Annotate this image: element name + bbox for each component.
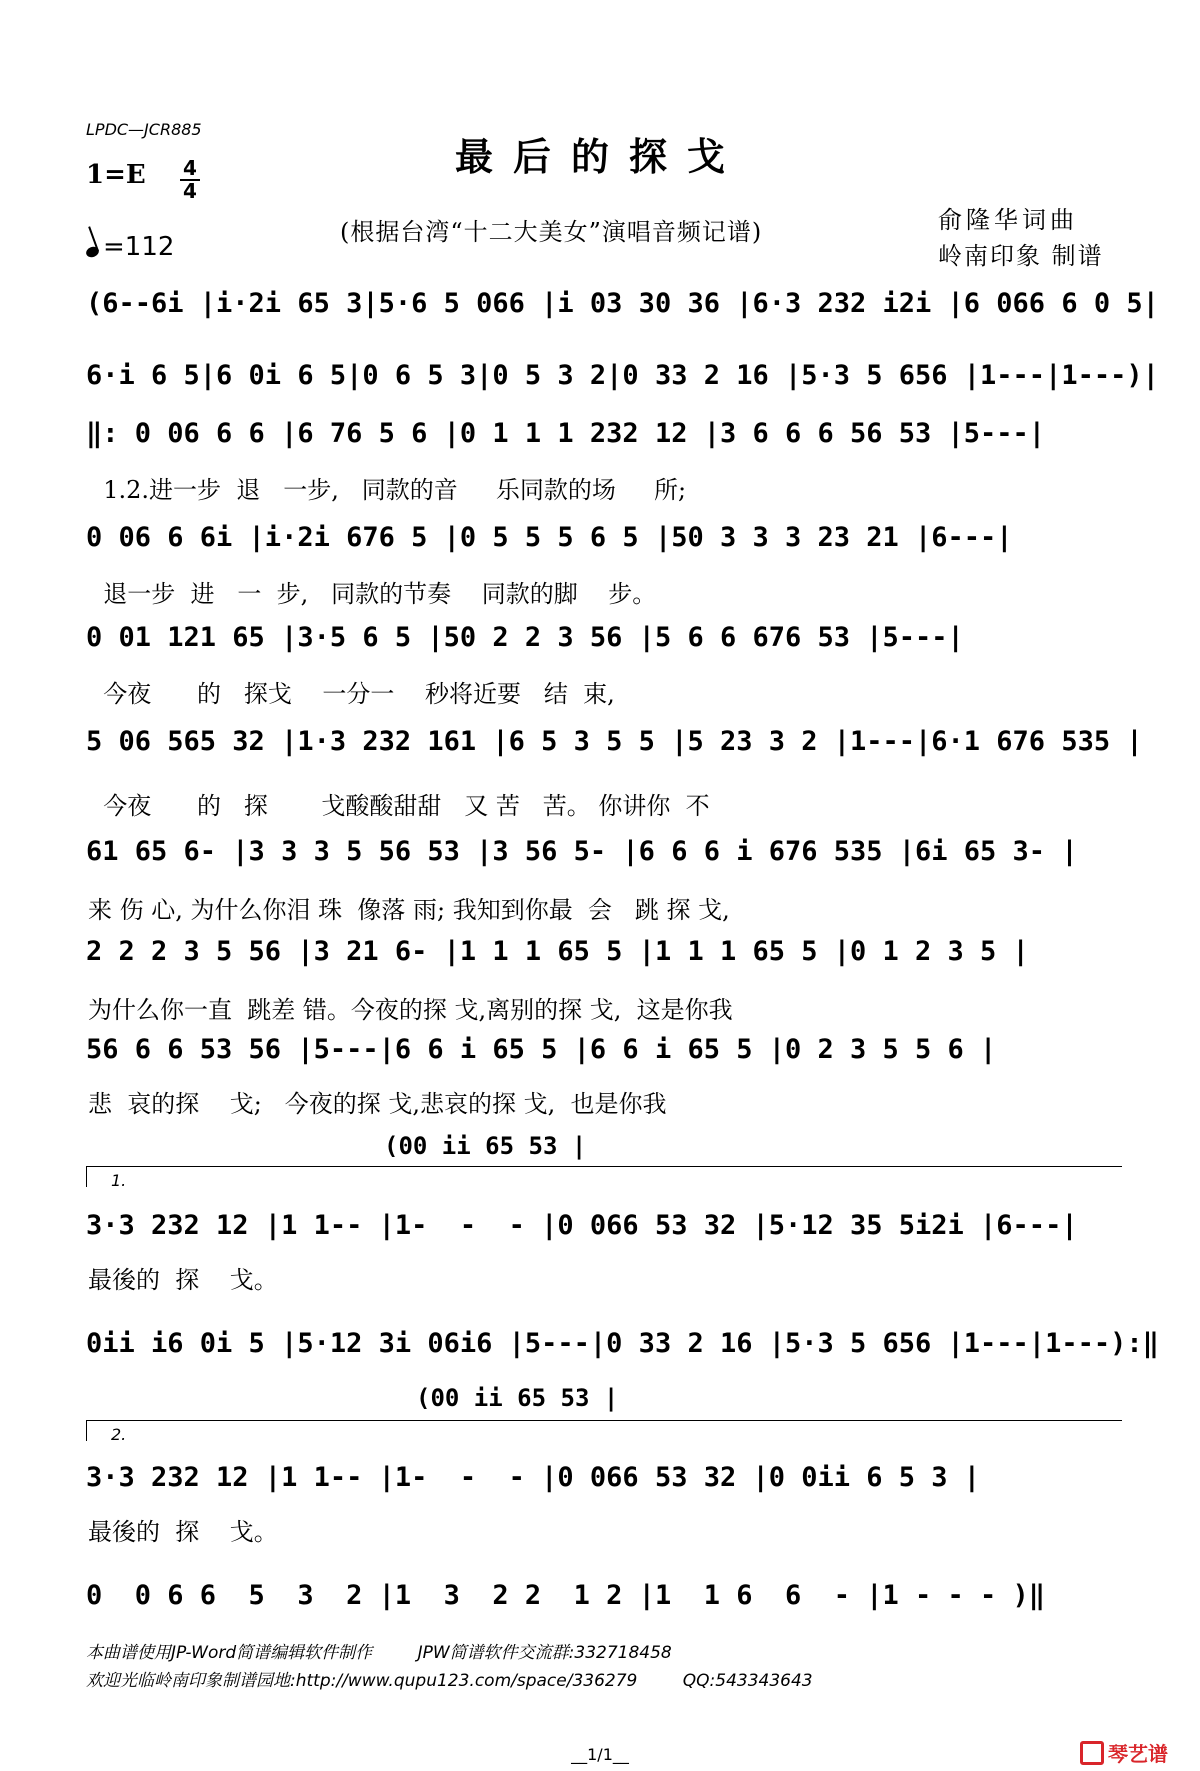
score-row-8: 2 2 2 3 5 56 |3 21 6- |1 1 1 65 5 |1 1 1 65 5 |0 1 2 3 5 | [86,936,1029,967]
lyric-row-11: 最後的 探 戈。 [88,1266,278,1294]
score-row-6: 5 06 565 32 |1·3 232 161 |6 5 3 5 5 |5 23 3 2 |1---|6·1 676 535 | [86,726,1143,757]
footer-group-note: JPW简谱软件交流群:332718458 [417,1643,672,1663]
time-signature [178,158,202,202]
score-row-4: 0 06 6 6i |i·2i 676 5 |0 5 5 5 6 5 |50 3 3 3 23 21 |6---| [86,522,1013,553]
credit-transcriber: 岭南印象 制谱 [938,242,1104,270]
lyric-row-4: 退一步 进 一 步, 同款的节奏 同款的脚 步。 [88,580,657,608]
footer-website-note: 欢迎光临岭南印象制谱园地:http://www.qupu123.com/space/336279 [86,1671,638,1691]
score-code: LPDC—JCR885 [86,120,202,139]
lyric-row-6: 今夜 的 探 戈酸酸甜甜 又 苦 苦。 你讲你 不 [88,792,710,820]
page-number: __1/1__ [571,1745,629,1764]
lyric-row-5: 今夜 的 探戈 一分一 秒将近要 结 束, [88,680,615,708]
score-row-1: (6--6i |i·2i 65 3|5·6 5 066 |i 03 30 36 |6·3 232 i2i |6 066 6 0 5| [86,288,1159,319]
footer-line-1 [86,1638,672,1663]
score-row-9: 56 6 6 53 56 |5---|6 6 i 65 5 |6 6 i 65 5 |0 2 3 5 5 6 | [86,1034,997,1065]
score-row-5: 0 01 121 65 |3·5 6 5 |50 2 2 3 56 |5 6 6 676 53 |5---| [86,622,964,653]
time-bottom: 4 [183,179,197,203]
logo-text: 琴艺谱 [1108,1742,1168,1766]
score-row-15: 0 0 6 6 5 3 2 |1 3 2 2 1 2 |1 1 6 6 - |1 - - - )‖ [86,1580,1046,1611]
first-ending-bracket [86,1166,1122,1190]
tempo-value: =112 [103,232,175,262]
first-ending-label: 1. [111,1171,127,1190]
time-top: 4 [183,156,197,180]
lyric-row-14: 最後的 探 戈。 [88,1518,278,1546]
score-row-13: (00 ii 65 53 | [416,1384,619,1412]
score-row-11: 3·3 232 12 |1 1-- |1- - - |0 066 53 32 |5·12 35 5i2i |6---| [86,1210,1078,1241]
second-ending-bracket [86,1420,1122,1444]
score-row-14: 3·3 232 12 |1 1-- |1- - - |0 066 53 32 |0 0ii 6 5 3 | [86,1462,981,1493]
site-logo [1080,1738,1168,1767]
subtitle: (根据台湾“十二大美女”演唱音频记谱) [340,218,763,246]
song-title: 最后的探戈 [454,134,745,179]
credit-lyrics-music: 俞隆华词曲 [938,206,1078,234]
quarter-note-icon [85,245,101,259]
footer-software-note: 本曲谱使用JP-Word简谱编辑软件制作 [86,1643,373,1663]
footer-qq-note: QQ:543343643 [682,1671,813,1691]
score-row-10: (00 ii 65 53 | [384,1132,587,1160]
lyric-row-8: 为什么你一直 跳差 错。今夜的探 戈,离别的探 戈, 这是你我 [88,996,733,1024]
lyric-row-7: 来 伤 心, 为什么你泪 珠 像落 雨; 我知到你最 会 跳 探 戈, [88,896,730,924]
lyric-row-9: 悲 哀的探 戈; 今夜的探 戈,悲哀的探 戈, 也是你我 [88,1090,667,1118]
tempo-marking [86,232,174,262]
footer-line-2 [86,1666,813,1691]
score-row-3: ‖: 0 06 6 6 |6 76 5 6 |0 1 1 1 232 12 |3 6 6 6 56 53 |5---| [86,418,1046,449]
logo-mark-icon [1080,1741,1104,1765]
score-row-7: 61 65 6- |3 3 3 5 56 53 |3 56 5- |6 6 6 i 676 535 |6i 65 3- | [86,836,1078,867]
key-signature: 1=E [86,160,146,190]
score-row-2: 6·i 6 5|6 0i 6 5|0 6 5 3|0 5 3 2|0 33 2 16 |5·3 5 656 |1---|1---)| [86,360,1159,391]
second-ending-label: 2. [111,1425,127,1444]
score-row-12: 0ii i6 0i 5 |5·12 3i 06i6 |5---|0 33 2 16 |5·3 5 656 |1---|1---):‖ [86,1328,1159,1359]
lyric-row-3: 1.2.进一步 退 一步, 同款的音 乐同款的场 所; [88,476,687,504]
